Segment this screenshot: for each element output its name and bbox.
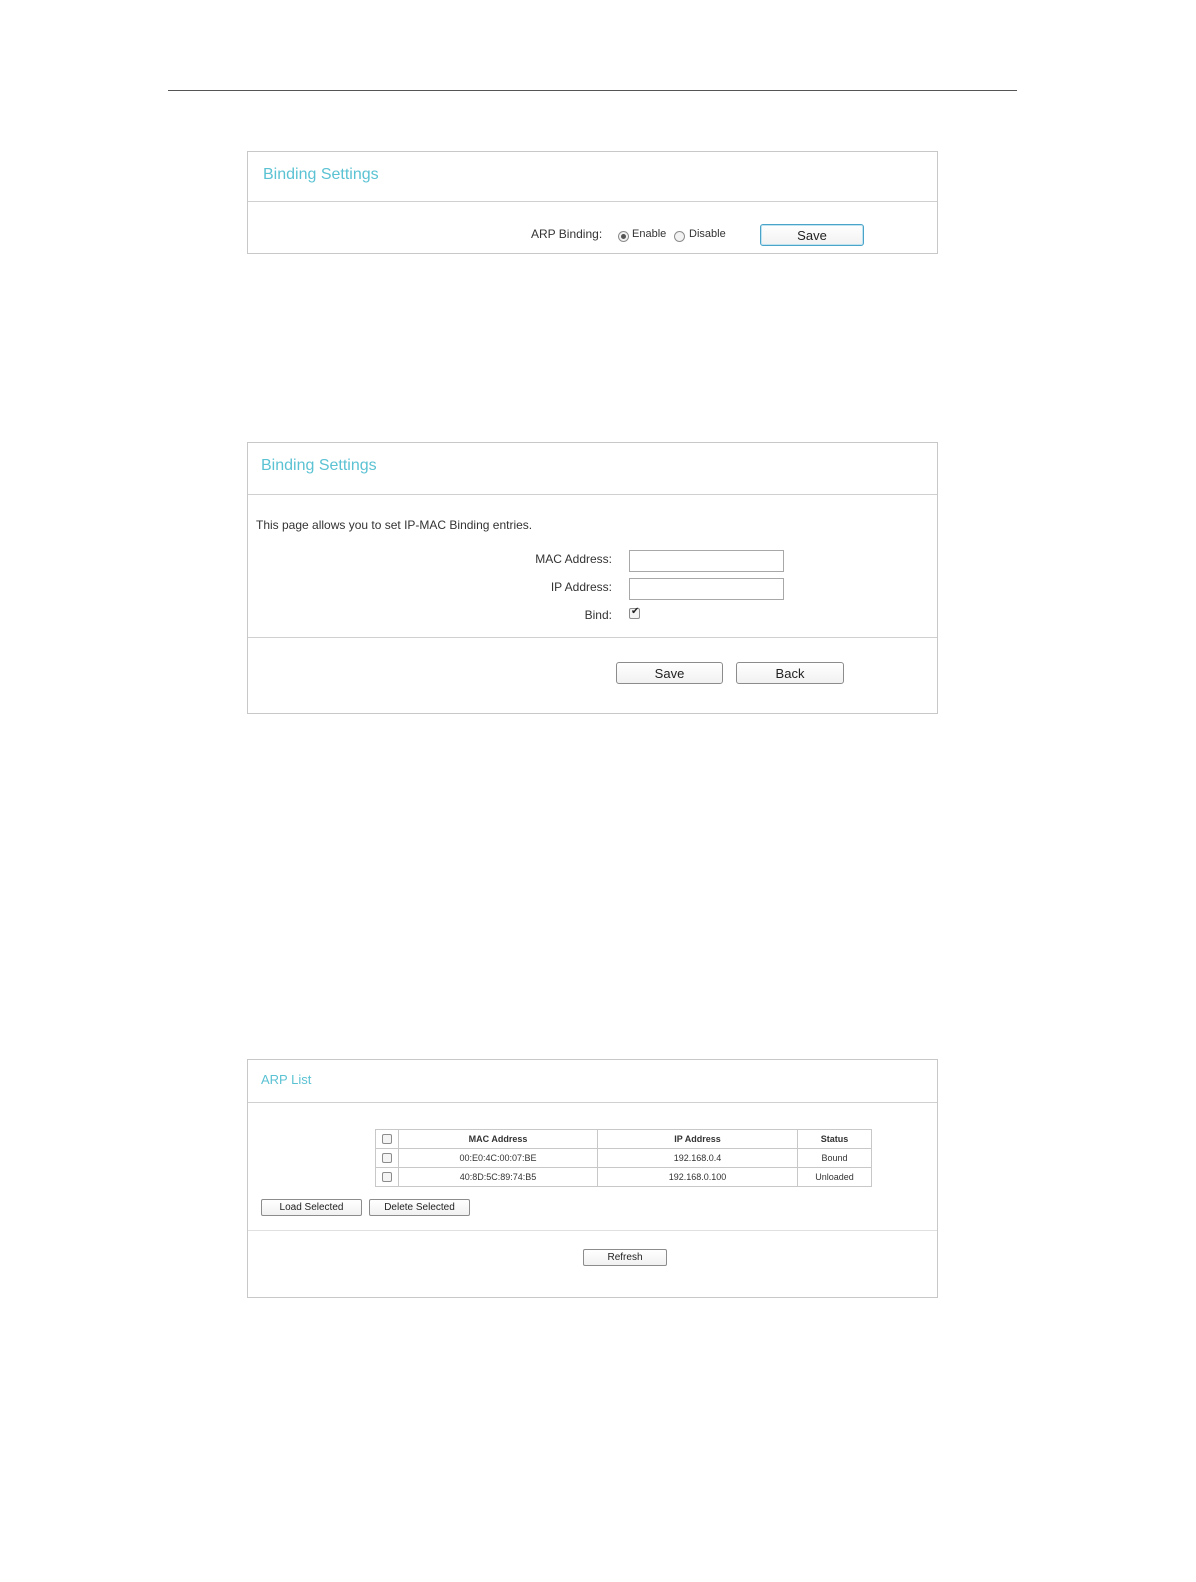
ip-address-label: IP Address: bbox=[550, 580, 612, 594]
column-header-ip: IP Address bbox=[598, 1130, 798, 1149]
save-button[interactable]: Save bbox=[616, 662, 723, 684]
back-button[interactable]: Back bbox=[736, 662, 844, 684]
column-header-status: Status bbox=[798, 1130, 872, 1149]
binding-settings-panel-entry bbox=[247, 442, 938, 714]
column-header-mac: MAC Address bbox=[399, 1130, 598, 1149]
panel-divider bbox=[248, 637, 937, 638]
bind-checkbox[interactable] bbox=[629, 608, 640, 619]
ip-address-input[interactable] bbox=[629, 578, 784, 600]
radio-selected-dot bbox=[621, 234, 626, 239]
status-cell: Bound bbox=[798, 1149, 872, 1168]
delete-selected-button[interactable]: Delete Selected bbox=[369, 1199, 470, 1216]
row-select-cell bbox=[376, 1168, 399, 1187]
arp-binding-label: ARP Binding: bbox=[531, 227, 603, 241]
disable-radio[interactable] bbox=[674, 231, 685, 242]
load-selected-button[interactable]: Load Selected bbox=[261, 1199, 362, 1216]
refresh-button[interactable]: Refresh bbox=[583, 1249, 667, 1266]
panel-divider bbox=[248, 494, 937, 495]
mac-cell: 40:8D:5C:89:74:B5 bbox=[399, 1168, 598, 1187]
enable-radio[interactable] bbox=[618, 231, 629, 242]
binding-settings-panel-arp bbox=[247, 151, 938, 254]
table-header-row bbox=[376, 1130, 872, 1149]
row-checkbox[interactable] bbox=[382, 1153, 392, 1163]
select-all-checkbox[interactable] bbox=[382, 1134, 392, 1144]
panel-title: ARP List bbox=[261, 1072, 312, 1087]
arp-list-panel bbox=[247, 1059, 938, 1298]
table-row bbox=[376, 1168, 872, 1187]
checkmark-icon: ✔ bbox=[631, 606, 640, 617]
mac-address-input[interactable] bbox=[629, 550, 784, 572]
panel-divider bbox=[248, 1102, 937, 1103]
bind-label: Bind: bbox=[584, 608, 612, 622]
row-select-cell bbox=[376, 1149, 399, 1168]
ip-cell: 192.168.0.4 bbox=[598, 1149, 798, 1168]
status-cell: Unloaded bbox=[798, 1168, 872, 1187]
arp-table bbox=[375, 1129, 872, 1187]
panel-divider bbox=[248, 201, 937, 202]
panel-title: Binding Settings bbox=[261, 457, 377, 474]
table-row bbox=[376, 1149, 872, 1168]
panel-divider bbox=[248, 1230, 937, 1231]
mac-cell: 00:E0:4C:00:07:BE bbox=[399, 1149, 598, 1168]
select-all-cell bbox=[376, 1130, 399, 1149]
row-checkbox[interactable] bbox=[382, 1172, 392, 1182]
enable-radio-label[interactable]: Enable bbox=[632, 228, 667, 240]
save-button[interactable]: Save bbox=[760, 224, 864, 246]
mac-address-label: MAC Address: bbox=[535, 552, 612, 566]
ip-cell: 192.168.0.100 bbox=[598, 1168, 798, 1187]
panel-title: Binding Settings bbox=[263, 166, 379, 183]
page-description: This page allows you to set IP-MAC Binding entries. bbox=[256, 518, 533, 532]
page-top-rule bbox=[168, 90, 1017, 91]
disable-radio-label[interactable]: Disable bbox=[689, 228, 726, 240]
